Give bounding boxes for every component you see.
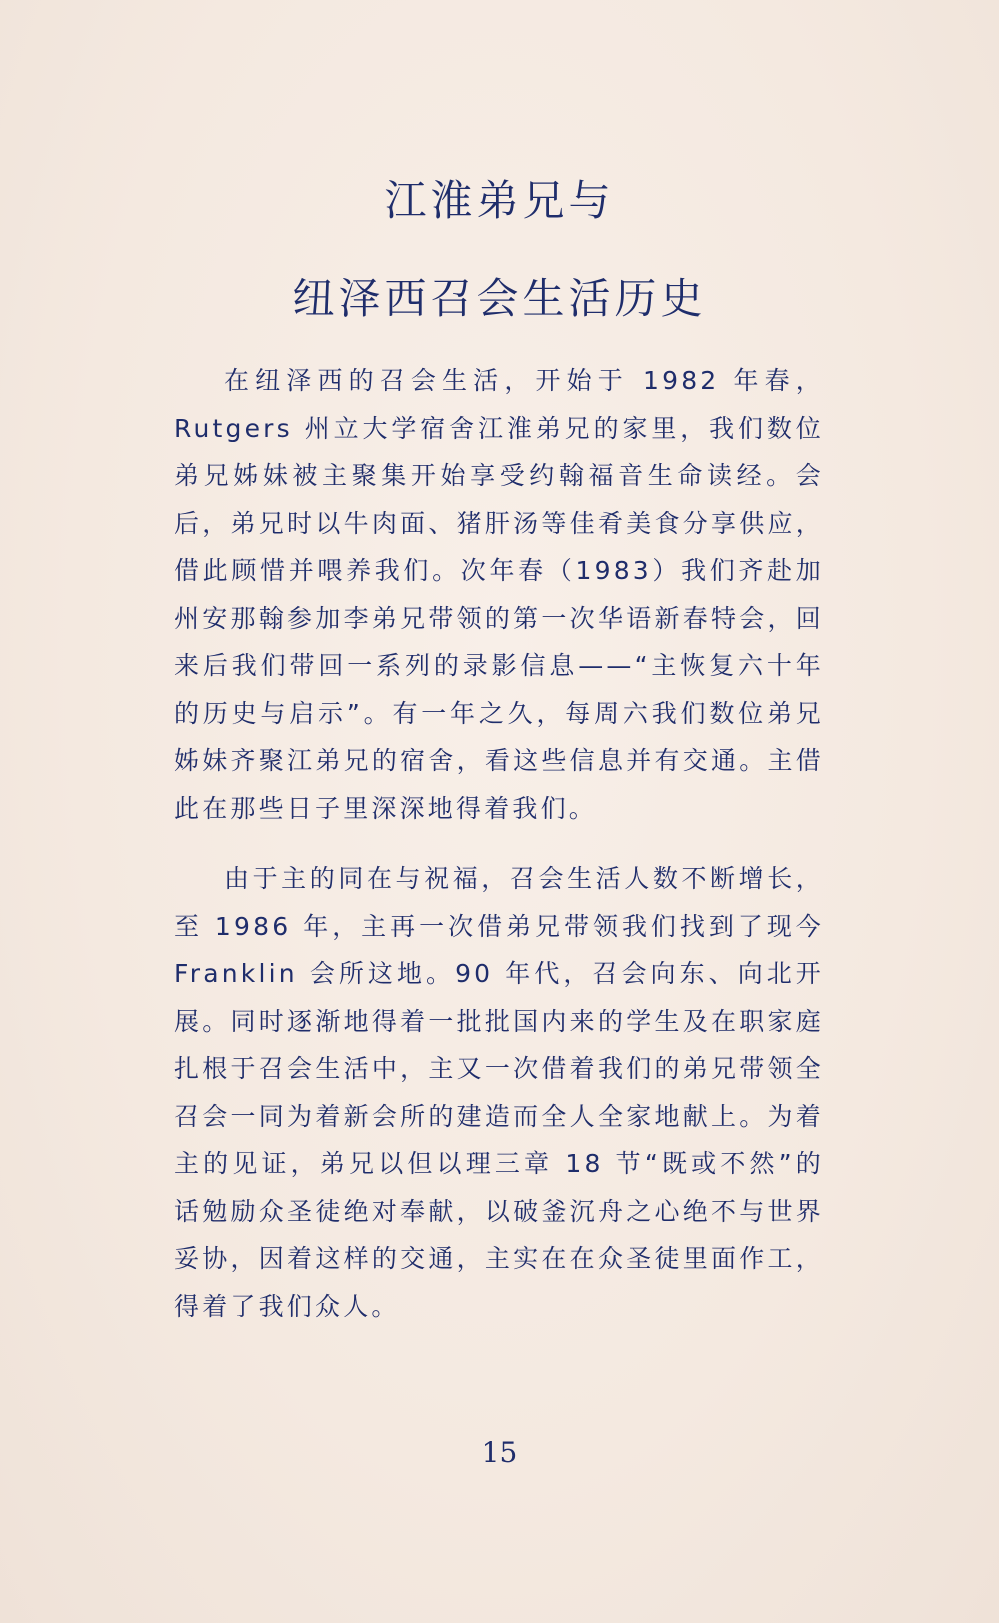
page-title-line-2: 纽泽西召会生活历史 [292,274,707,323]
page-number: 15 [481,1436,518,1469]
body-paragraph-1: 在纽泽西的召会生活，开始于 1982 年春，Rutgers 州立大学宿舍江淮弟兄的家里，我们数位弟兄姊妹被主聚集开始享受约翰福音生命读经。会后，弟兄时以牛肉面、猪肝汤等佳肴美食分享供应，借此顾惜并喂养我们。次年春（1983）我们齐赴加州安那翰参加李弟兄带领的第一次华语新春特会，回来后我们带回一系列的录影信息——“主恢复六十年的历史与启示”。有一年之久，每周六我们数位弟兄姊妹齐聚江弟兄的宿舍，看这些信息并有交通。主借此在那些日子里深深地得着我们。 [174,366,824,823]
page-title-line-1: 江淮弟兄与 [384,176,615,225]
body-paragraph-2: 由于主的同在与祝福，召会生活人数不断增长，至 1986 年，主再一次借弟兄带领我们找到了现今 Franklin 会所这地。90 年代，召会向东、向北开展。同时逐渐地得着一批批国内来的学生及在职家庭扎根于召会生活中，主又一次借着我们的弟兄带领全召会一同为着新会所的建造而全人全家地献上。为着主的见证，弟兄以但以理三章 18 节“既或不然”的话勉励众圣徒绝对奉献，以破釜沉舟之心绝不与世界妥协，因着这样的交通，主实在在众圣徒里面作工，得着了我们众人。 [174,864,824,1321]
